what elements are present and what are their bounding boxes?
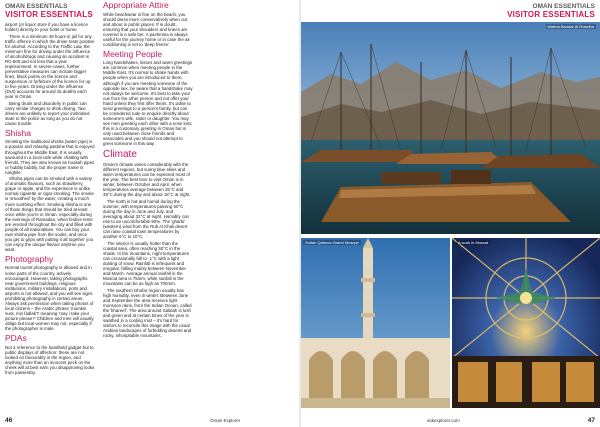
heading-pdas: PDAs	[5, 333, 27, 344]
marina-photo	[301, 22, 600, 234]
mosque-illustration	[301, 238, 450, 408]
souk-photo	[452, 238, 600, 408]
caption-mosque: Sultan Qaboos Grand Mosque	[305, 240, 360, 245]
paragraph: airport (or liquor store if you have a licence holder) directly to your hotel or home.	[5, 22, 88, 33]
left-page	[0, 0, 299, 427]
right-running-header	[507, 3, 595, 19]
right-header-line1: OMAN ESSENTIALS	[532, 3, 595, 10]
paragraph: The north is hot and humid during the summer, with temperatures passing 50°C during the day in June and July, and averaging about 32°C at night. Humidity can rise to an uncomfortable 90%. The 'gharbi' (western) wind from the Rub Al Khali desert can raise coastal town temperatures by another 6°C to 10°C.	[103, 198, 189, 240]
paragraph: Shisha pipes can be smoked with a variety of aromatic flavours, such as strawberry, grape or apple, and the experience is unlike normal cigarette or cigar smoking. The smoke is 'smoothed' by the water, creating a much more soothing effect. Smoking shisha is one of those things that should be tried at least once while you're in Oman, especially during the evenings of Ramadan, when festive tents are erected throughout the city and filled with people of all nationalities. You can buy your own shisha pipe from the souks, and once you get to grips with putting it all together you can enjoy the unique flavour anytime you want.	[5, 176, 94, 252]
heading-shisha: Shisha	[5, 127, 31, 138]
paragraph: Smoking the traditional shisha (water pipe) is a popular and relaxing pastime that is enjoyed throughout the Middle East. It is usually savoured in a local cafe while chatting with friends. They are also known as hookah pipes or hubbly bubbly, but the proper name is narghile.	[5, 139, 95, 175]
caption-souk: A souk in Muscat	[458, 240, 489, 245]
mosque-photo	[301, 238, 450, 408]
paragraph: The interior is usually hotter than the coastal area, often reaching 50°C in the shade. In the mountains, night temperatures can occasionally fall to -1°C with a light dusting of snow. Rainfall is infrequent and irregular, falling mainly between November and March. Average annual rainfall in the Muscat area is 75mm, while rainfall in the mountains can be as high as 700mm.	[103, 240, 189, 287]
right-page-number: 47	[587, 417, 595, 424]
paragraph: Normal tourist photography is allowed and in some parts of the country, actively encouraged. However, taking photographs near government buildings, religious institutions, military installations, ports and airports is not allowed, and you will see signs prohibiting photography in certain areas. Always ask permission when taking photos of local citizens – the Arabic phrase 'mumkin sura, min fadlak?' meaning 'may i take your picture please?' Children and men will usually oblige but local women may not, especially if the photographer is male.	[5, 265, 94, 332]
caption-marina: Marina Bandar Al Rowdha	[547, 24, 594, 29]
right-header-line2: VISITOR ESSENTIALS	[507, 10, 595, 19]
paragraph: There is a minimum 48 hours in jail for any traffic offence in which the driver tests positive for alcohol. According to the Traffic Law, the minimum fine for driving under the influence of alcohol/drugs and causing an accident is RO.500 and not less that a year imprisonment. In severe cases, further preventative measures can include bigger fines, black points on the licence and suspension or forfeiture of the licence for up to five years. Driving under the influence (DUI) accounts for around 15 deaths each year in Oman.	[5, 33, 95, 100]
heading-appropriate-attire: Appropriate Attire	[103, 0, 169, 10]
right-footer: askexplorer.com	[427, 418, 460, 423]
left-page-number: 46	[5, 417, 13, 424]
paragraph: Being drunk and disorderly in public can carry similar charges to drink driving. Taxi drivers are unlikely to report your inebriated state to the police as long as you do not cause trouble.	[5, 100, 90, 126]
left-running-header	[5, 3, 93, 19]
paragraph: Oman's climate varies considerably with the different regions, but sunny blue skies and warm temperatures can be expected most of the year. The best time to visit Oman is in winter, between October and April, when temperatures average between 25°C and 35°C during the day and about 18°C at night.	[103, 162, 191, 198]
paragraph: Long handshakes, kisses and warm greetings are common when meeting people in the Middle East. It's normal to shake hands with people when you are introduced to them, although if you are meeting someone of the opposite sex, be aware that a handshake may not always be welcome. It's best to take your cue from the other person and not offer your hand unless they first offer theirs. It's polite to send greetings to a person's family, but can be considered rude to enquire directly about someone's wife, sister or daughter. You may see men greeting each other with a nose kiss; this is a customary greeting in Oman but is only used between close friends and associates and you should not attempt to greet someone in this way.	[103, 60, 193, 147]
heading-photography: Photography	[5, 253, 54, 264]
left-column-2	[103, 1, 193, 340]
right-page	[301, 0, 600, 427]
souk-illustration	[452, 238, 600, 408]
paragraph: While beachwear is fine on the beach, you should dress more conservatively when out and about in public places. If in doubt, ensuring that your shoulders and knees are covered is a safe bet. A pashmina is always useful for the journey home or in case the air conditioning is set to 'deep freeze'.	[103, 11, 190, 47]
left-header-line1: OMAN ESSENTIALS	[5, 3, 68, 10]
left-header-line2: VISITOR ESSENTIALS	[5, 10, 93, 19]
paragraph: Not a reference to the handheld gadget but to public displays of affection: these are not looked on favourably in the region, and anything more than an innocent peck on the cheek will at best earn you disapproving looks from passersby.	[5, 344, 95, 375]
marina-illustration	[301, 22, 600, 234]
left-column-1	[5, 22, 95, 376]
heading-climate: Climate	[103, 149, 137, 161]
paragraph: The southern Dhofar region usually has high humidity, even in winter. Between June and September the area receives light monsoon rains, from the Indian Ocean, called the 'khareef'. The area around Salalah is lush and green and at certain times of the year is swathed in a cooling mist – it's hard for visitors to reconcile this image with the usual Arabian landscapes of forbidding deserts and rocky, inhospitable mountains.	[103, 287, 192, 339]
heading-meeting-people: Meeting People	[103, 48, 163, 59]
left-footer: Oman Explorer	[210, 418, 241, 423]
